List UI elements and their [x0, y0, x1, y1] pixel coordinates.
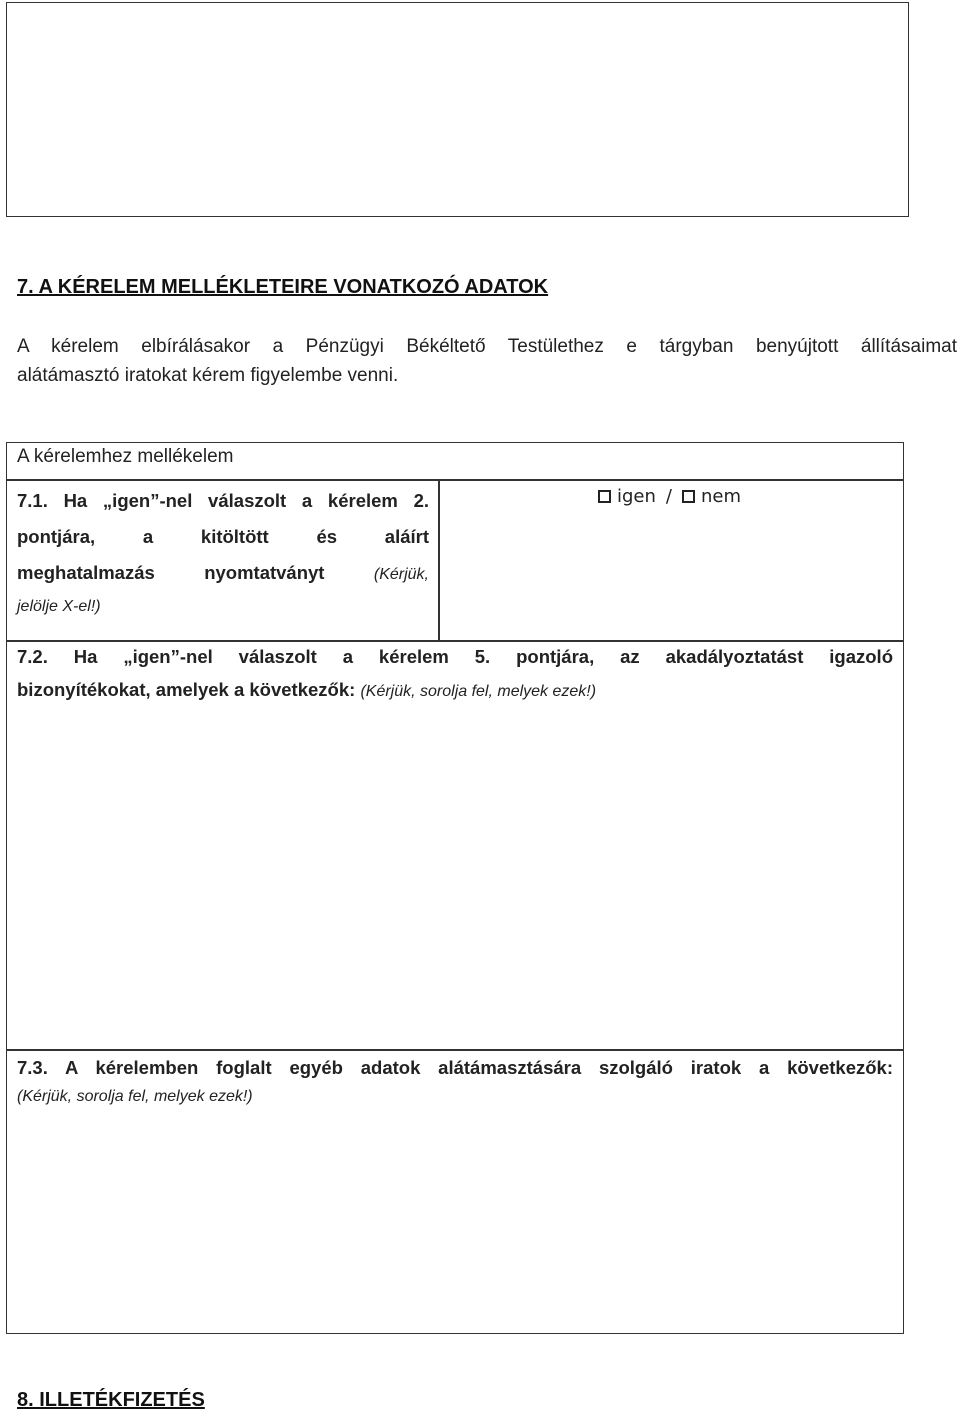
item-7-1-yes-no-choice [598, 486, 741, 507]
item-7-2-line-1: 7.2. Ha „igen”-nel válaszolt a kérelem 5. pontjára, az akadályoztatást igazoló [17, 646, 893, 667]
section-7-intro-line-1: A kérelem elbírálásakor a Pénzügyi Békéltető Testülethez e tárgyban benyújtott állításaimat [17, 336, 957, 357]
item-7-2-answer-area[interactable] [10, 712, 900, 1044]
table-header-divider [6, 479, 904, 481]
section-8-heading: 8. ILLETÉKFIZETÉS [17, 1389, 205, 1411]
no-checkbox[interactable] [682, 490, 695, 503]
choice-separator: / [665, 486, 672, 507]
item-7-1-instruction-end: jelölje X-el!) [17, 598, 101, 615]
section-7-intro-line-2: alátámasztó iratokat kérem figyelembe venni. [17, 365, 399, 386]
attachments-table-header: A kérelemhez mellékelem [17, 446, 234, 467]
section-7-heading: 7. A KÉRELEM MELLÉKLETEIRE VONATKOZÓ ADATOK [17, 276, 549, 298]
item-7-2-evidence-label: bizonyítékokat, amelyek a következők: [17, 679, 356, 700]
item-7-2-line-2 [17, 673, 893, 708]
item-7-1-question [17, 483, 429, 621]
item-7-3-question [17, 1051, 893, 1110]
item-7-1-line-1: 7.1. Ha „igen”-nel válaszolt a kérelem 2. [17, 490, 429, 511]
no-label: nem [701, 486, 742, 507]
item-7-1-form-name: meghatalmazás nyomtatványt [17, 562, 325, 583]
item-7-3-line-1: 7.3. A kérelemben foglalt egyéb adatok alátámasztására szolgáló iratok a következők: [17, 1057, 893, 1078]
yes-label: igen [617, 486, 656, 507]
item-7-1-line-3 [17, 555, 429, 593]
previous-section-box [6, 2, 909, 217]
item-7-3-instruction: (Kérjük, sorolja fel, melyek ezek!) [17, 1088, 253, 1105]
item-7-1-line-2: pontjára, a kitöltött és aláírt [17, 526, 429, 547]
item-7-2-instruction: (Kérjük, sorolja fel, melyek ezek!) [360, 683, 597, 700]
item-7-3-answer-area[interactable] [10, 1116, 900, 1328]
item-7-1-instruction-start: (Kérjük, [373, 566, 429, 583]
item-7-2-question [17, 640, 893, 708]
yes-checkbox[interactable] [598, 490, 611, 503]
table-column-divider [438, 479, 440, 640]
